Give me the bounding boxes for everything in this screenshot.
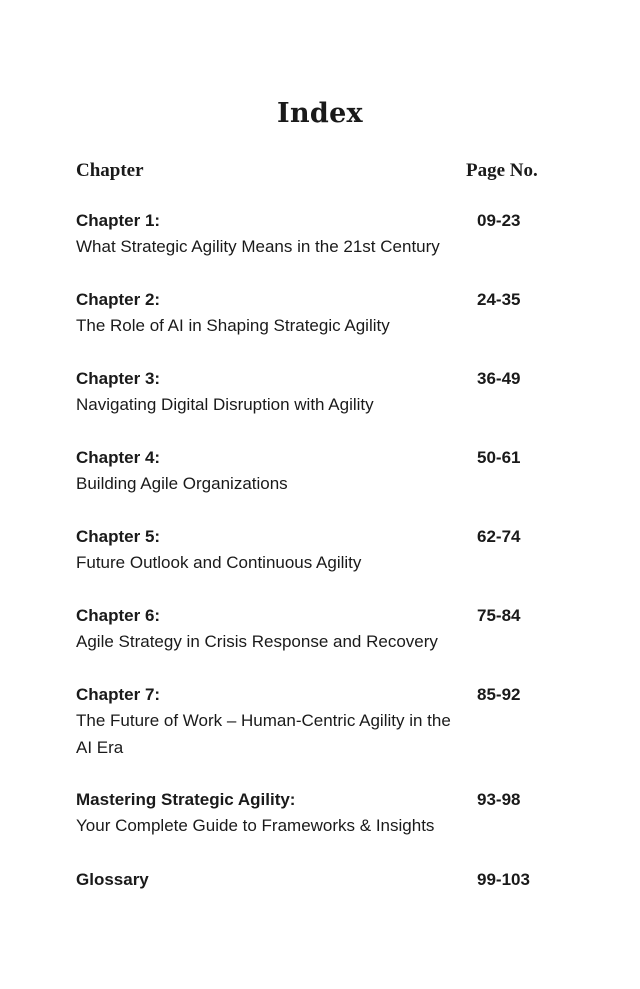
entry-subtitle: Your Complete Guide to Frameworks & Insights [76,816,435,835]
index-entry-chapter-6 [76,603,546,656]
chapter-column-header: Chapter [76,160,144,181]
entry-heading: Chapter 4: [76,448,161,467]
entry-heading: Glossary [76,870,149,889]
entry-subtitle: What Strategic Agility Means in the 21st Century [76,237,440,256]
entry-pages: 24-35 [477,290,521,309]
entry-pages: 75-84 [477,606,521,625]
entry-pages: 93-98 [477,790,521,809]
index-entry-chapter-1 [76,208,546,261]
entry-pages: 99-103 [477,870,530,889]
entry-heading: Chapter 1: [76,211,161,230]
index-entry-chapter-3 [76,366,546,419]
entry-subtitle: The Future of Work – Human-Centric Agility in the AI Era [76,711,451,757]
index-entry-glossary [76,867,546,893]
entry-subtitle: Navigating Digital Disruption with Agility [76,395,374,414]
index-entry-mastering [76,787,546,840]
entry-heading: Chapter 7: [76,685,161,704]
index-entry-chapter-7 [76,682,546,761]
entry-heading: Chapter 6: [76,606,161,625]
entry-subtitle: Agile Strategy in Crisis Response and Recovery [76,632,438,651]
index-entry-chapter-4 [76,445,546,498]
entry-subtitle: Building Agile Organizations [76,474,288,493]
entry-pages: 62-74 [477,527,521,546]
index-entry-chapter-5 [76,524,546,577]
page-title: Index [277,98,363,129]
index-entry-chapter-2 [76,287,546,340]
page-number-column-header: Page No. [466,160,538,181]
entry-pages: 09-23 [477,211,521,230]
entry-heading: Chapter 5: [76,527,161,546]
entry-subtitle: The Role of AI in Shaping Strategic Agility [76,316,390,335]
entry-pages: 85-92 [477,685,521,704]
entry-heading: Mastering Strategic Agility: [76,790,296,809]
entry-pages: 50-61 [477,448,521,467]
entry-subtitle: Future Outlook and Continuous Agility [76,553,362,572]
entry-heading: Chapter 2: [76,290,161,309]
entry-pages: 36-49 [477,369,521,388]
entry-heading: Chapter 3: [76,369,161,388]
